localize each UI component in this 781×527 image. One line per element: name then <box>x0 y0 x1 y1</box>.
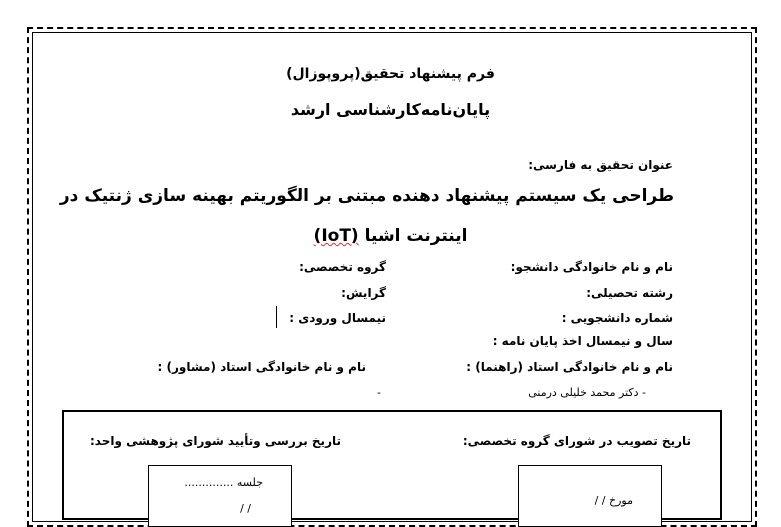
research-title-line2-text: اینترنت اشیا <box>364 226 468 246</box>
orientation-label: گرایش: <box>341 286 386 300</box>
research-council-box <box>148 465 292 527</box>
thesis-level-title: پایان‌نامه‌کارشناسی ارشد <box>290 100 491 119</box>
supervisor-label: نام و نام خانوادگی استاد (راهنما) : <box>466 360 673 374</box>
research-title-label: عنوان تحقیق به فارسی: <box>528 158 673 172</box>
research-title-line1: طراحی یک سیستم پیشنهاد دهنده مبتنی بر الگوریتم بهینه سازی ژنتیک در <box>59 186 674 206</box>
student-name-label: نام و نام خانوادگی دانشجو: <box>510 260 673 274</box>
group-council-date-box <box>518 465 662 527</box>
text-cursor <box>276 306 277 328</box>
advisor-label: نام و نام خانوادگی استاد (مشاور) : <box>157 360 366 374</box>
specialty-group-label: گروه تخصصی: <box>299 260 386 274</box>
group-council-date-label: تاریخ تصویب در شورای گروه تخصصی: <box>462 434 691 448</box>
date-field: مورخ / / <box>594 494 633 507</box>
research-council-date-label: تاریخ بررسی وتأیید شورای پژوهشی واحد: <box>90 434 341 448</box>
student-number-label: شماره دانشجویی : <box>561 311 673 325</box>
research-title-line2 <box>0 226 781 246</box>
session-field: جلسه .............. <box>184 476 263 489</box>
date-field-partial: / / <box>240 502 251 515</box>
advisor-value: - <box>377 386 381 399</box>
field-of-study-label: رشته تحصیلی: <box>586 286 673 300</box>
entry-semester-label: نیمسال ورودی : <box>289 311 386 325</box>
supervisor-value: - دکتر محمد خلیلی درمنی <box>528 386 646 399</box>
form-title: فرم پیشنهاد تحقیق(پروپوزال) <box>286 66 495 82</box>
iot-abbreviation: (IoT) <box>313 226 359 246</box>
thesis-year-label: سال و نیمسال اخذ پایان نامه : <box>492 334 673 348</box>
